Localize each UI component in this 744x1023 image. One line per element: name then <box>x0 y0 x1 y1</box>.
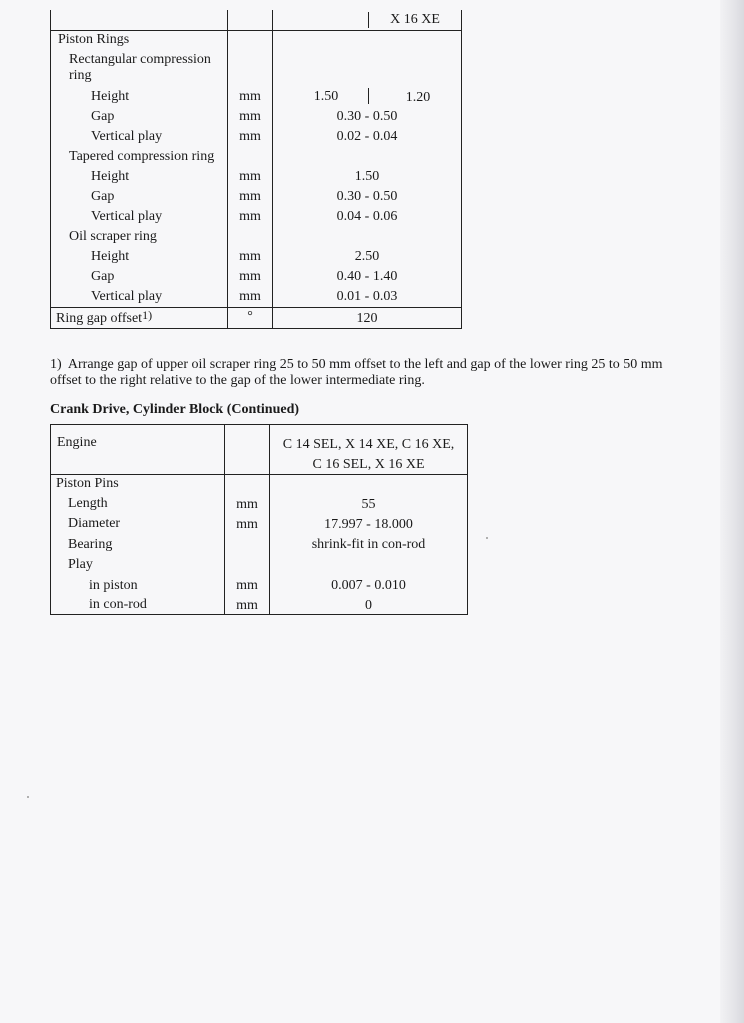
in-piston-value: 0.007 - 0.010 <box>331 578 406 593</box>
in-piston-label: in piston <box>89 578 138 593</box>
in-piston-unit: mm <box>236 578 258 593</box>
page-edge <box>720 0 744 1023</box>
table2-border-right <box>467 424 468 615</box>
tapered-height-unit: mm <box>239 169 261 184</box>
in-conrod-unit: mm <box>236 598 258 613</box>
scan-speck <box>27 796 29 798</box>
table1-subdivider-header <box>368 12 369 28</box>
diameter-value: 17.997 - 18.000 <box>324 517 413 532</box>
rect-vplay-unit: mm <box>239 129 261 144</box>
oil-gap-value: 0.40 - 1.40 <box>336 269 398 284</box>
table2-border-left <box>50 424 51 615</box>
tapered-vplay-unit: mm <box>239 209 261 224</box>
table1-bottom-rule <box>50 328 462 329</box>
length-unit: mm <box>236 497 258 512</box>
tapered-ring-label: Tapered compression ring <box>69 149 215 164</box>
footnote <box>50 357 690 389</box>
oil-gap-label: Gap <box>91 269 115 284</box>
rect-vplay-label: Vertical play <box>91 129 163 144</box>
oil-gap-unit: mm <box>239 269 261 284</box>
rect-gap-unit: mm <box>239 109 261 124</box>
diameter-label: Diameter <box>68 516 121 531</box>
tapered-gap-unit: mm <box>239 189 261 204</box>
ring-gap-offset-unit: ° <box>247 309 253 324</box>
table2-bottom-rule <box>50 614 468 615</box>
in-conrod-value: 0 <box>365 598 372 613</box>
length-value: 55 <box>361 497 376 512</box>
table1-offset-rule <box>50 307 462 308</box>
oil-vplay-value: 0.01 - 0.03 <box>336 289 398 304</box>
footnote-mark: 1) <box>50 357 62 372</box>
table1-header-rule <box>50 30 462 31</box>
table1-border-right <box>461 10 462 329</box>
oil-ring-label: Oil scraper ring <box>69 229 157 244</box>
table2-header-rule <box>50 474 468 475</box>
piston-rings-label: Piston Rings <box>58 32 130 47</box>
table1-subdivider-height <box>368 88 369 104</box>
table1-border-left <box>50 10 51 329</box>
table1-header-engine: X 16 XE <box>390 12 440 27</box>
tapered-vplay-value: 0.04 - 0.06 <box>336 209 398 224</box>
engine-value-line1: C 14 SEL, X 14 XE, C 16 XE, <box>282 437 455 452</box>
rect-height-value-a: 1.50 <box>313 89 339 104</box>
tapered-vplay-label: Vertical play <box>91 209 163 224</box>
rect-height-label: Height <box>91 89 130 104</box>
diameter-unit: mm <box>236 517 258 532</box>
rect-ring-label-cont: ring <box>69 68 92 83</box>
tapered-height-value: 1.50 <box>354 169 380 184</box>
bearing-label: Bearing <box>68 537 113 552</box>
oil-height-unit: mm <box>239 249 261 264</box>
ring-gap-offset-row <box>56 310 152 327</box>
oil-height-value: 2.50 <box>354 249 380 264</box>
rect-height-unit: mm <box>239 89 261 104</box>
oil-vplay-unit: mm <box>239 289 261 304</box>
scan-speck <box>486 537 488 539</box>
ring-gap-offset-label: Ring gap offset <box>56 311 143 326</box>
tapered-height-label: Height <box>91 169 130 184</box>
rect-gap-label: Gap <box>91 109 115 124</box>
ring-gap-offset-value: 120 <box>356 311 378 326</box>
rect-vplay-value: 0.02 - 0.04 <box>336 129 398 144</box>
in-conrod-label: in con-rod <box>89 597 147 612</box>
ring-gap-offset-footnote-mark: 1) <box>142 308 153 322</box>
engine-label: Engine <box>57 435 97 450</box>
section-heading: Crank Drive, Cylinder Block (Continued) <box>50 402 300 417</box>
length-label: Length <box>68 496 108 511</box>
oil-vplay-label: Vertical play <box>91 289 163 304</box>
oil-height-label: Height <box>91 249 130 264</box>
piston-pins-label: Piston Pins <box>56 476 119 491</box>
engine-value-line2: C 16 SEL, X 16 XE <box>312 457 425 472</box>
rect-height-value-b: 1.20 <box>405 90 431 105</box>
table2-top-rule <box>50 424 468 425</box>
play-label: Play <box>68 557 93 572</box>
tapered-gap-label: Gap <box>91 189 115 204</box>
bearing-value: shrink-fit in con-rod <box>311 537 426 552</box>
tapered-gap-value: 0.30 - 0.50 <box>336 189 398 204</box>
rect-ring-label: Rectangular compression <box>69 52 211 67</box>
footnote-text: Arrange gap of upper oil scraper ring 25 to 50 mm offset to the left and gap of the lower ring 25 to 50 mm offset to the right relative to the gap of the lower intermediate ring. <box>50 357 663 388</box>
rect-gap-value: 0.30 - 0.50 <box>336 109 398 124</box>
